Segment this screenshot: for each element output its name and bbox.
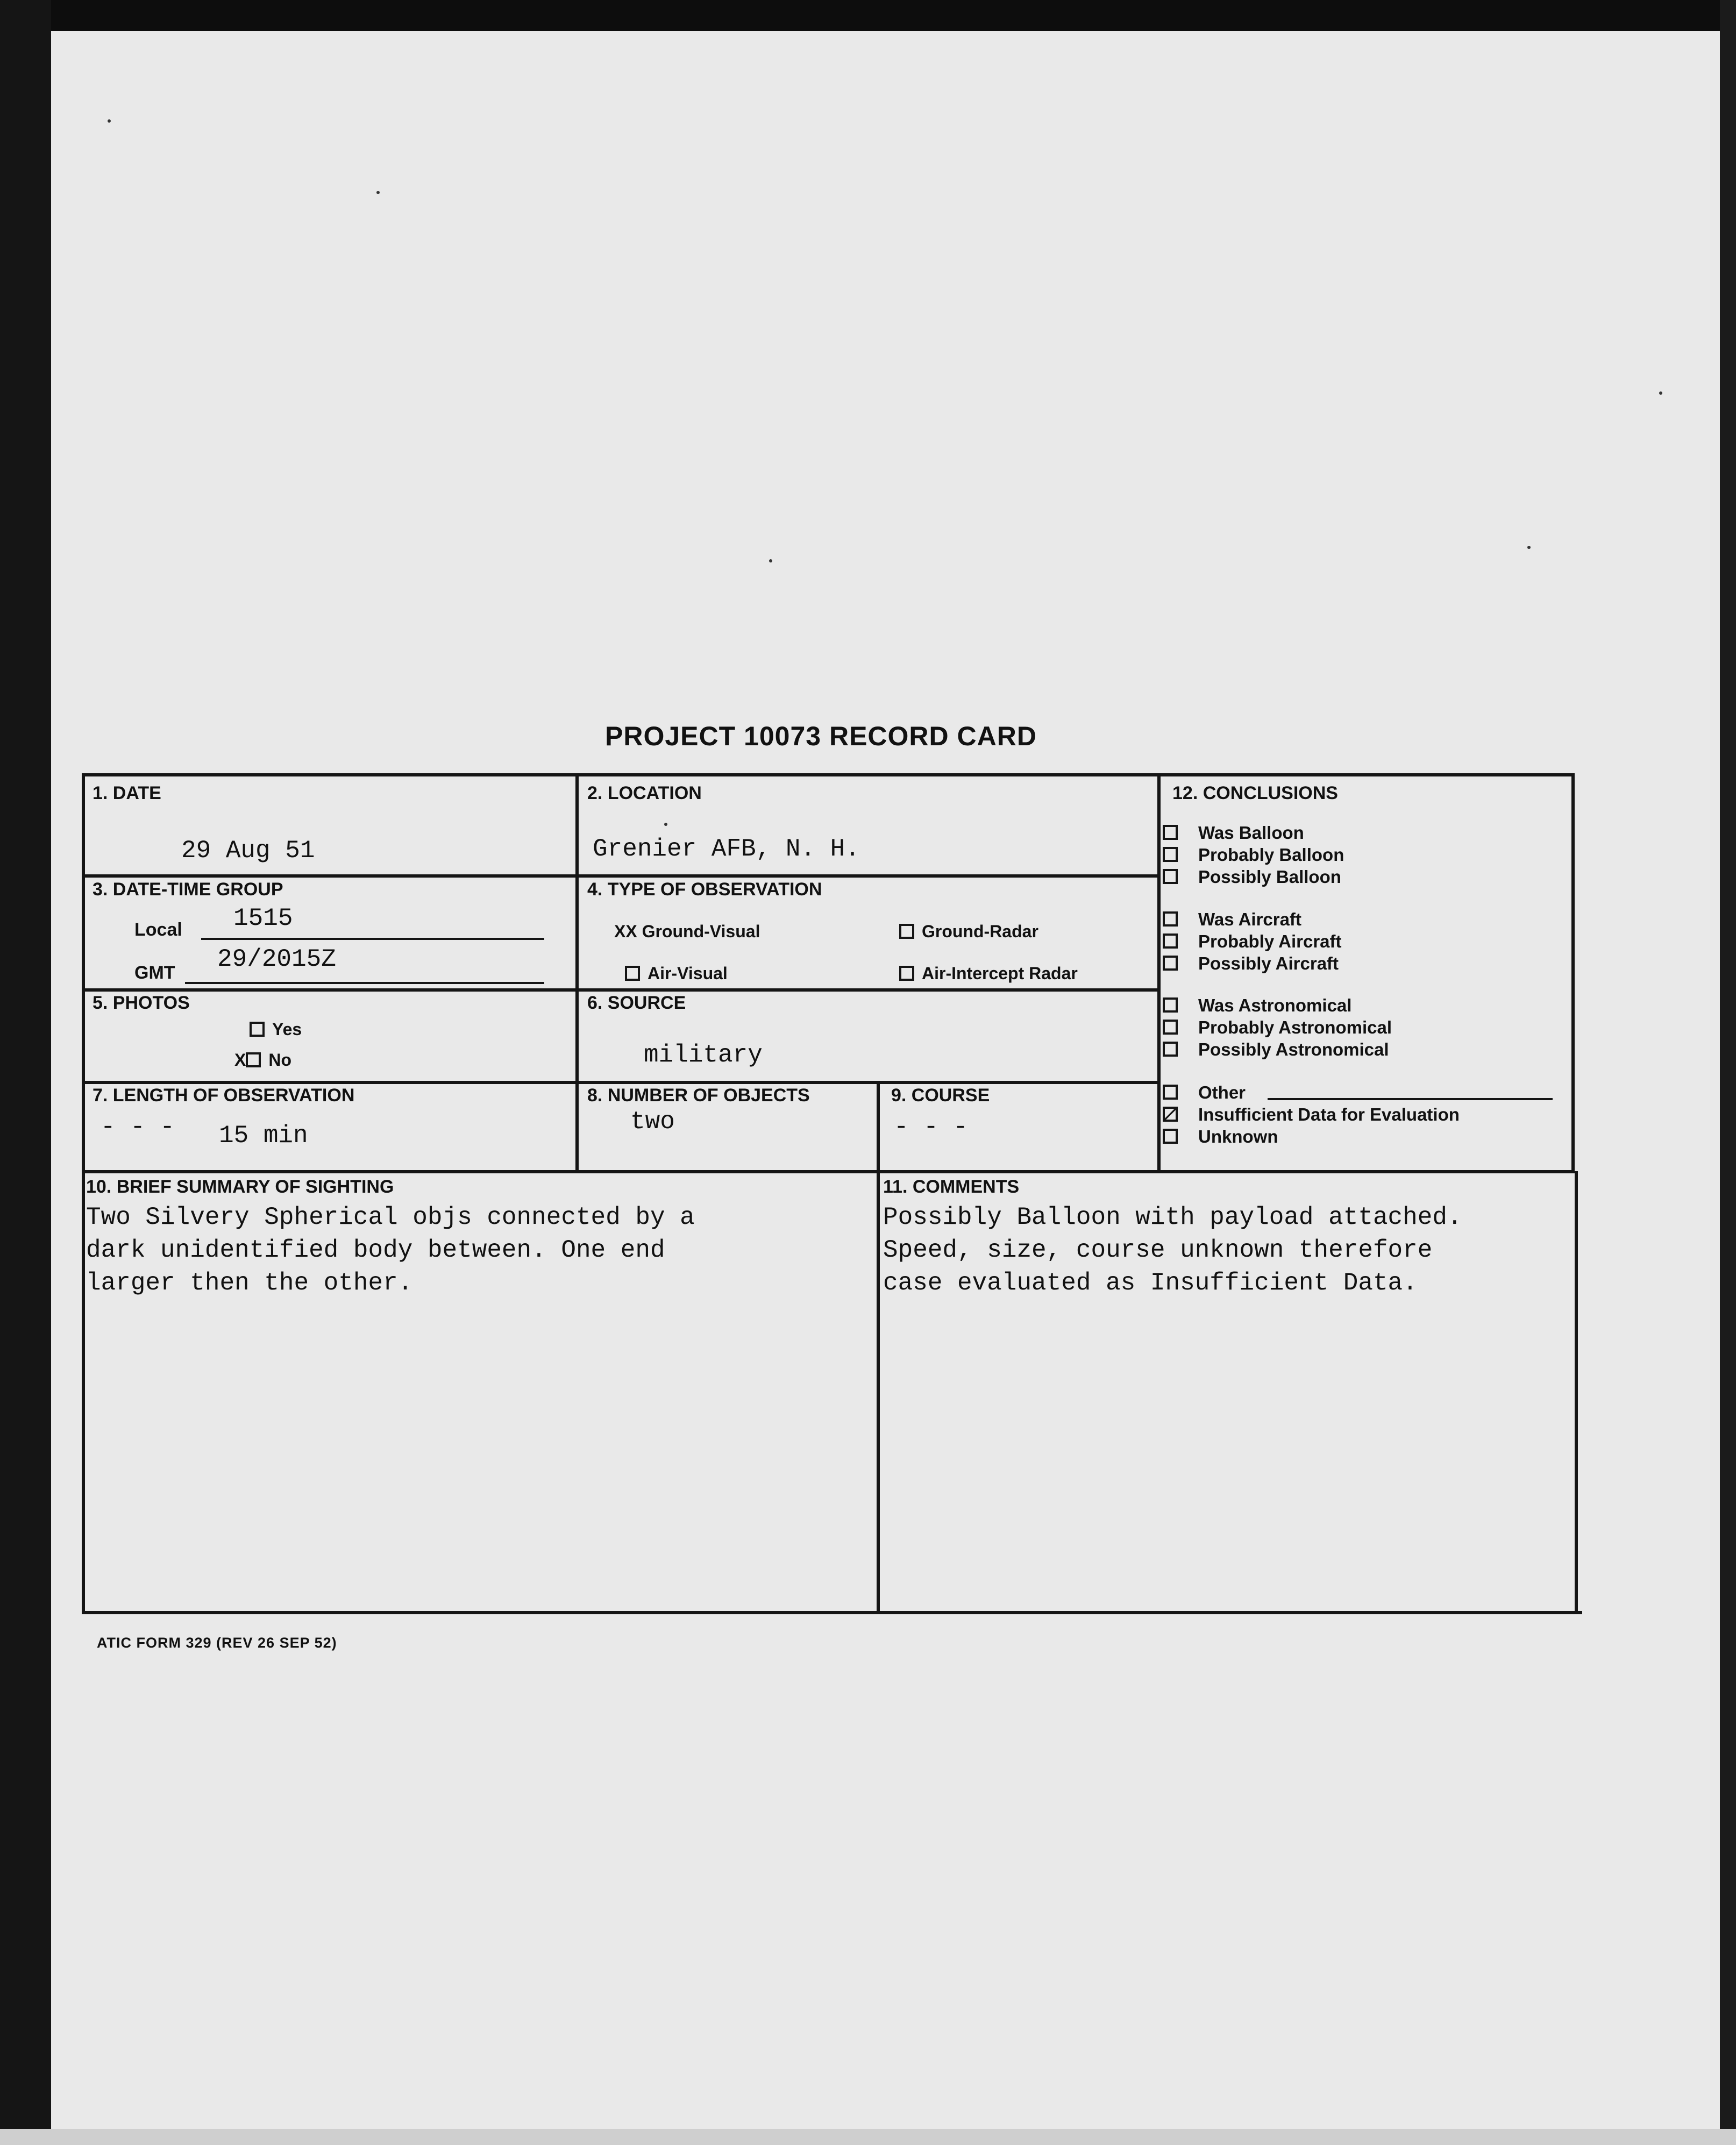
- air-intercept-radar-label: Air-Intercept Radar: [922, 964, 1078, 983]
- local-value: 1515: [233, 904, 293, 932]
- photos-label: 5. PHOTOS: [93, 993, 190, 1013]
- brief-summary-line: dark unidentified body between. One end: [86, 1236, 665, 1264]
- was-astronomical-label: Was Astronomical: [1198, 995, 1352, 1015]
- local-label: Local: [134, 920, 182, 940]
- frame-left: [82, 773, 85, 1614]
- date-time-group-label: 3. DATE-TIME GROUP: [93, 879, 283, 900]
- photos-yes-option: [250, 1020, 302, 1039]
- brief-summary-line: Two Silvery Spherical objs connected by a: [86, 1203, 695, 1231]
- comments-label: 11. COMMENTS: [883, 1177, 1020, 1197]
- scan-border-right: [1720, 0, 1736, 2145]
- was-aircraft-checkbox: [1163, 911, 1178, 927]
- insufficient-data-checkbox: [1163, 1107, 1178, 1122]
- gmt-label: GMT: [134, 963, 175, 983]
- frame-bottom: [82, 1611, 1582, 1614]
- possibly-balloon-checkbox: [1163, 869, 1178, 884]
- was-balloon-checkbox: [1163, 825, 1178, 840]
- was-astronomical-checkbox: [1163, 997, 1178, 1013]
- other-underline: [1268, 1098, 1553, 1100]
- conclusion-unknown: [1163, 1127, 1278, 1147]
- number-of-objects-value: two: [630, 1108, 675, 1136]
- comments-line: Possibly Balloon with payload attached.: [883, 1203, 1462, 1231]
- scan-speck: [769, 559, 772, 562]
- record-card: [82, 773, 1571, 1615]
- probably-aircraft-checkbox: [1163, 933, 1178, 949]
- conclusion-insufficient-data: [1163, 1104, 1460, 1125]
- air-intercept-radar-option: [899, 964, 1078, 984]
- length-value: 15 min: [219, 1122, 308, 1150]
- ground-radar-option: [899, 922, 1038, 942]
- conclusions-label: 12. CONCLUSIONS: [1172, 783, 1338, 803]
- date-label: 1. DATE: [93, 783, 161, 803]
- conclusion-possibly-balloon: [1163, 867, 1341, 887]
- frame-right-upper: [1571, 773, 1575, 1171]
- was-balloon-label: Was Balloon: [1198, 823, 1304, 843]
- conclusion-probably-balloon: [1163, 845, 1344, 865]
- ground-visual-check-mark: XX: [614, 922, 637, 941]
- comments-line: case evaluated as Insufficient Data.: [883, 1269, 1418, 1297]
- course-value: - - -: [894, 1113, 969, 1141]
- possibly-astronomical-checkbox: [1163, 1042, 1178, 1057]
- source-label: 6. SOURCE: [587, 993, 686, 1013]
- air-intercept-radar-checkbox: [899, 966, 914, 981]
- divider-col-1: [575, 773, 579, 1171]
- conclusion-possibly-aircraft: [1163, 953, 1339, 974]
- insufficient-data-label: Insufficient Data for Evaluation: [1198, 1104, 1460, 1124]
- length-of-observation-label: 7. LENGTH OF OBSERVATION: [93, 1085, 355, 1106]
- conclusion-was-balloon: [1163, 823, 1304, 843]
- brief-summary-line: larger then the other.: [86, 1269, 413, 1297]
- conclusion-was-astronomical: [1163, 995, 1351, 1016]
- row-divider-2: [82, 988, 1157, 992]
- row-divider-4: [82, 1170, 1575, 1173]
- other-label: Other: [1198, 1082, 1246, 1102]
- divider-objects-course: [877, 1082, 880, 1171]
- location-value: Grenier AFB, N. H.: [593, 835, 860, 863]
- scan-speck: [1527, 546, 1531, 549]
- conclusion-other: [1163, 1082, 1246, 1103]
- gmt-underline: [185, 982, 544, 984]
- divider-conclusions: [1157, 773, 1161, 1171]
- form-footer: ATIC FORM 329 (REV 26 SEP 52): [97, 1635, 337, 1651]
- ground-visual-label: Ground-Visual: [642, 922, 760, 941]
- number-of-objects-label: 8. NUMBER OF OBJECTS: [587, 1085, 810, 1106]
- probably-aircraft-label: Probably Aircraft: [1198, 931, 1342, 951]
- other-checkbox: [1163, 1085, 1178, 1100]
- scan-speck: [1659, 391, 1662, 395]
- course-label: 9. COURSE: [891, 1085, 990, 1106]
- gmt-value: 29/2015Z: [217, 945, 336, 973]
- photos-no-option: [234, 1050, 291, 1070]
- location-label: 2. LOCATION: [587, 783, 702, 803]
- air-visual-label: Air-Visual: [648, 964, 728, 983]
- probably-astronomical-label: Probably Astronomical: [1198, 1017, 1392, 1037]
- comments-line: Speed, size, course unknown therefore: [883, 1236, 1433, 1264]
- photos-no-check-mark: X: [234, 1050, 246, 1070]
- ground-visual-option: [614, 922, 760, 942]
- conclusion-was-aircraft: [1163, 909, 1301, 930]
- photos-no-label: No: [268, 1050, 291, 1070]
- ground-radar-checkbox: [899, 924, 914, 939]
- scan-border-bottom: [0, 2129, 1736, 2145]
- frame-right-lower: [1575, 1171, 1578, 1614]
- conclusion-probably-aircraft: [1163, 931, 1342, 952]
- photos-yes-checkbox: [250, 1022, 265, 1037]
- possibly-aircraft-label: Possibly Aircraft: [1198, 953, 1339, 973]
- air-visual-checkbox: [625, 966, 640, 981]
- length-dashes: - - -: [101, 1113, 175, 1141]
- record-card-title: PROJECT 10073 RECORD CARD: [605, 721, 1037, 751]
- row-divider-3: [82, 1081, 1157, 1084]
- unknown-checkbox: [1163, 1129, 1178, 1144]
- probably-balloon-label: Probably Balloon: [1198, 845, 1344, 865]
- scan-border-left: [0, 0, 51, 2145]
- probably-astronomical-checkbox: [1163, 1020, 1178, 1035]
- conclusion-probably-astronomical: [1163, 1017, 1392, 1038]
- date-value: 29 Aug 51: [181, 837, 315, 865]
- scan-speck: [108, 119, 111, 123]
- photos-yes-label: Yes: [272, 1020, 302, 1039]
- type-of-observation-label: 4. TYPE OF OBSERVATION: [587, 879, 822, 900]
- was-aircraft-label: Was Aircraft: [1198, 909, 1301, 929]
- air-visual-option: [625, 964, 728, 984]
- local-underline: [201, 938, 544, 940]
- source-value: military: [644, 1041, 763, 1069]
- brief-summary-label: 10. BRIEF SUMMARY OF SIGHTING: [86, 1177, 394, 1197]
- row-divider-1: [82, 874, 1157, 878]
- conclusion-possibly-astronomical: [1163, 1039, 1389, 1060]
- ground-radar-label: Ground-Radar: [922, 922, 1038, 941]
- frame-top: [82, 773, 1571, 776]
- possibly-aircraft-checkbox: [1163, 956, 1178, 971]
- photos-no-checkbox: [246, 1052, 261, 1067]
- scan-border-top: [0, 0, 1736, 31]
- possibly-balloon-label: Possibly Balloon: [1198, 867, 1341, 887]
- scan-speck: [376, 191, 380, 194]
- possibly-astronomical-label: Possibly Astronomical: [1198, 1039, 1389, 1059]
- unknown-label: Unknown: [1198, 1127, 1278, 1146]
- divider-summary-comments: [877, 1171, 880, 1614]
- probably-balloon-checkbox: [1163, 847, 1178, 862]
